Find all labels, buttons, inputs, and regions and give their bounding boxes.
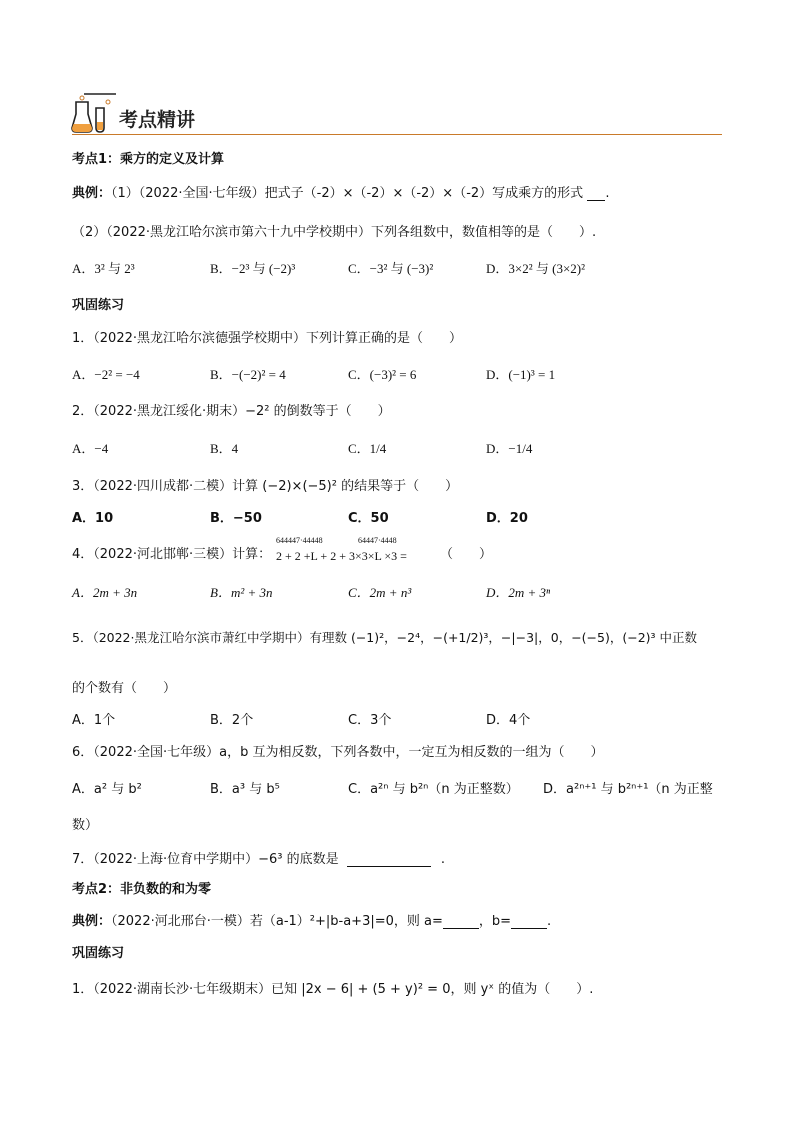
q2-option-a: A．−4	[72, 441, 109, 456]
question-6-text: 6．（2022·全国·七年级）a，b 互为相反数，下列各数中，一定互为相反数的一组为（ ）	[72, 745, 604, 760]
q1-option-b: B．−(−2)² = 4	[210, 367, 286, 382]
q4-option-a: A．2m + 3n	[72, 585, 138, 600]
q1-option-c: C．(−3)² = 6	[348, 367, 417, 382]
question-7-text: 7．（2022·上海·位育中学期中）−6³ 的底数是	[72, 852, 339, 867]
topic2-title: 考点2：非负数的和为零	[72, 882, 212, 897]
question-5-text: 5．（2022·黑龙江哈尔滨市萧红中学期中）有理数 (−1)²，−2⁴，−(+1/2)³，−|−3|，0，−(−5)，(−2)³ 中正数	[72, 630, 698, 645]
topic2-example	[72, 910, 551, 929]
q6-option-a: A．a² 与 b²	[72, 782, 142, 797]
question-5-text-cont: 的个数有（ ）	[72, 681, 177, 696]
q5-option-d: D．4个	[486, 713, 531, 728]
q4-option-d: D．2m + 3ⁿ	[486, 585, 551, 600]
q6-option-d: D．a²ⁿ⁺¹ 与 b²ⁿ⁺¹（n 为正整	[543, 782, 713, 797]
q6-option-b: B．a³ 与 b⁵	[210, 782, 280, 797]
flask-logo-icon	[70, 92, 116, 134]
ex2-option-b: B．−2³ 与 (−2)³	[210, 261, 296, 276]
example1-text: （1）（2022·全国·七年级）把式子（-2）×（-2）×（-2）×（-2）写成乘方的形式	[111, 186, 584, 201]
practice-label-2: 巩固练习	[72, 946, 125, 961]
question-7-end: .	[440, 852, 446, 867]
q4-option-c: C．2m + n³	[348, 585, 412, 600]
q2-option-c: C．1/4	[348, 441, 387, 456]
question-4-text: 4．（2022·河北邯郸·三模）计算：	[72, 547, 272, 562]
topic2-example-text: （2022·河北邢台·一模）若（a-1）²+|b-a+3|=0，则 a=	[111, 914, 443, 929]
answer-blank-a	[443, 928, 479, 929]
example-label: 典例：	[72, 186, 112, 201]
topic1-title: 考点1：乘方的定义及计算	[72, 152, 225, 167]
q3-option-d: D．20	[486, 511, 528, 526]
question-1-text: 1．（2022·黑龙江哈尔滨德强学校期中）下列计算正确的是（ ）	[72, 331, 462, 346]
answer-blank-b	[511, 928, 547, 929]
q4-brace-1: 644447·44448	[276, 536, 323, 545]
topic2-example-end: .	[547, 914, 552, 929]
q3-option-c: C．50	[348, 511, 389, 526]
q5-option-a: A．1个	[72, 713, 116, 728]
q6-option-c: C．a²ⁿ 与 b²ⁿ（n 为正整数）	[348, 782, 519, 797]
q4-expression: 2 + 2 +L + 2 + 3×3×L ×3 =	[276, 549, 407, 563]
q5-option-b: B．2个	[210, 713, 254, 728]
example1-end: .	[605, 186, 610, 201]
example-label-2: 典例：	[72, 914, 112, 929]
question-7	[72, 848, 445, 867]
q4-answer-paren: （ ）	[440, 547, 493, 562]
q2-option-d: D．−1/4	[486, 441, 533, 456]
q4-option-b: B．m² + 3n	[210, 585, 273, 600]
q4-brace-2: 64447·4448	[358, 536, 397, 545]
header-divider	[72, 134, 722, 135]
topic1-example2: （2）（2022·黑龙江哈尔滨市第六十九中学校期中）下列各组数中，数值相等的是（ ）.	[72, 225, 597, 240]
q3-option-a: A．10	[72, 511, 114, 526]
q7-answer-blank	[347, 866, 431, 867]
ex2-option-a: A．3² 与 2³	[72, 261, 135, 276]
practice-label-1: 巩固练习	[72, 298, 125, 313]
q3-option-b: B．−50	[210, 511, 262, 526]
topic2-question-1: 1．（2022·湖南长沙·七年级期末）已知 |2x − 6| + (5 + y)² = 0，则 yˣ 的值为（ ）.	[72, 982, 594, 997]
ex2-option-d: D．3×2² 与 (3×2)²	[486, 261, 586, 276]
q5-option-c: C．3个	[348, 713, 392, 728]
q6-option-d-cont: 数）	[72, 818, 99, 833]
q2-option-b: B．4	[210, 441, 239, 456]
q1-option-a: A．−2² = −4	[72, 367, 140, 382]
answer-blank	[587, 200, 605, 201]
question-2-text: 2．（2022·黑龙江绥化·期末）−2² 的倒数等于（ ）	[72, 404, 391, 419]
question-3-text: 3．（2022·四川成都·二模）计算 (−2)×(−5)² 的结果等于（ ）	[72, 479, 459, 494]
ex2-option-c: C．−3² 与 (−3)²	[348, 261, 434, 276]
topic2-example-mid: ，b=	[478, 914, 512, 929]
section-header-title: 考点精讲	[119, 109, 196, 131]
q1-option-d: D．(−1)³ = 1	[486, 367, 556, 382]
topic1-example1	[72, 182, 609, 201]
